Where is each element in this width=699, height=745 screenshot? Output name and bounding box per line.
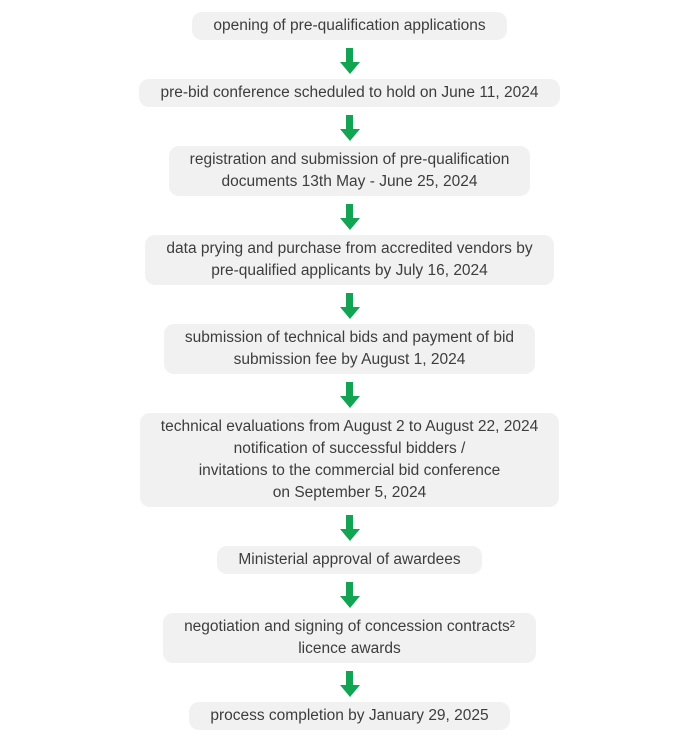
arrow-stem	[346, 204, 353, 218]
step-text: invitations to the commercial bid conference	[198, 462, 501, 479]
down-arrow-icon	[340, 582, 360, 608]
step-text: submission of technical bids and payment of bid	[184, 329, 515, 346]
arrow-head	[340, 396, 360, 408]
arrow-stem	[346, 515, 353, 529]
arrow-head	[340, 129, 360, 141]
step-text: opening of pre-qualification applications	[213, 17, 486, 34]
down-arrow-icon	[340, 382, 360, 408]
flow-step-ministerial-approval	[217, 546, 481, 574]
step-text: submission fee by August 1, 2024	[233, 351, 466, 368]
flow-step-opening	[192, 12, 506, 40]
flow-step-pre-bid-conference	[139, 79, 559, 107]
step-text: Ministerial approval of awardees	[238, 551, 461, 568]
step-text: notification of successful bidders /	[233, 440, 466, 457]
arrow-head	[340, 596, 360, 608]
down-arrow-icon	[340, 515, 360, 541]
arrow-head	[340, 529, 360, 541]
step-text: licence awards	[298, 640, 401, 657]
flow-step-negotiation-signing	[163, 613, 536, 663]
arrow-head	[340, 685, 360, 697]
arrow-stem	[346, 382, 353, 396]
arrow-stem	[346, 115, 353, 129]
arrow-head	[340, 307, 360, 319]
down-arrow-icon	[340, 293, 360, 319]
step-text: documents 13th May - June 25, 2024	[221, 173, 478, 190]
step-text: registration and submission of pre-qualification	[189, 151, 510, 168]
flow-step-process-completion	[189, 702, 509, 730]
step-text: data prying and purchase from accredited vendors by	[166, 240, 533, 257]
arrow-stem	[346, 671, 353, 685]
down-arrow-icon	[340, 671, 360, 697]
arrow-stem	[346, 582, 353, 596]
arrow-stem	[346, 48, 353, 62]
arrow-stem	[346, 293, 353, 307]
flow-step-data-prying-purchase	[145, 235, 553, 285]
step-text: pre-qualified applicants by July 16, 2024	[211, 262, 488, 279]
arrow-head	[340, 62, 360, 74]
flow-step-technical-bids-submission	[164, 324, 535, 374]
down-arrow-icon	[340, 204, 360, 230]
flow-step-registration-submission	[169, 146, 531, 196]
flow-step-technical-evaluations	[140, 413, 559, 507]
step-text: pre-bid conference scheduled to hold on June 11, 2024	[160, 84, 539, 101]
arrow-head	[340, 218, 360, 230]
down-arrow-icon	[340, 48, 360, 74]
step-text: process completion by January 29, 2025	[210, 707, 489, 724]
step-text: technical evaluations from August 2 to August 22, 2024	[160, 418, 539, 435]
step-text: negotiation and signing of concession contracts²	[184, 618, 515, 635]
down-arrow-icon	[340, 115, 360, 141]
step-text: on September 5, 2024	[272, 484, 427, 501]
